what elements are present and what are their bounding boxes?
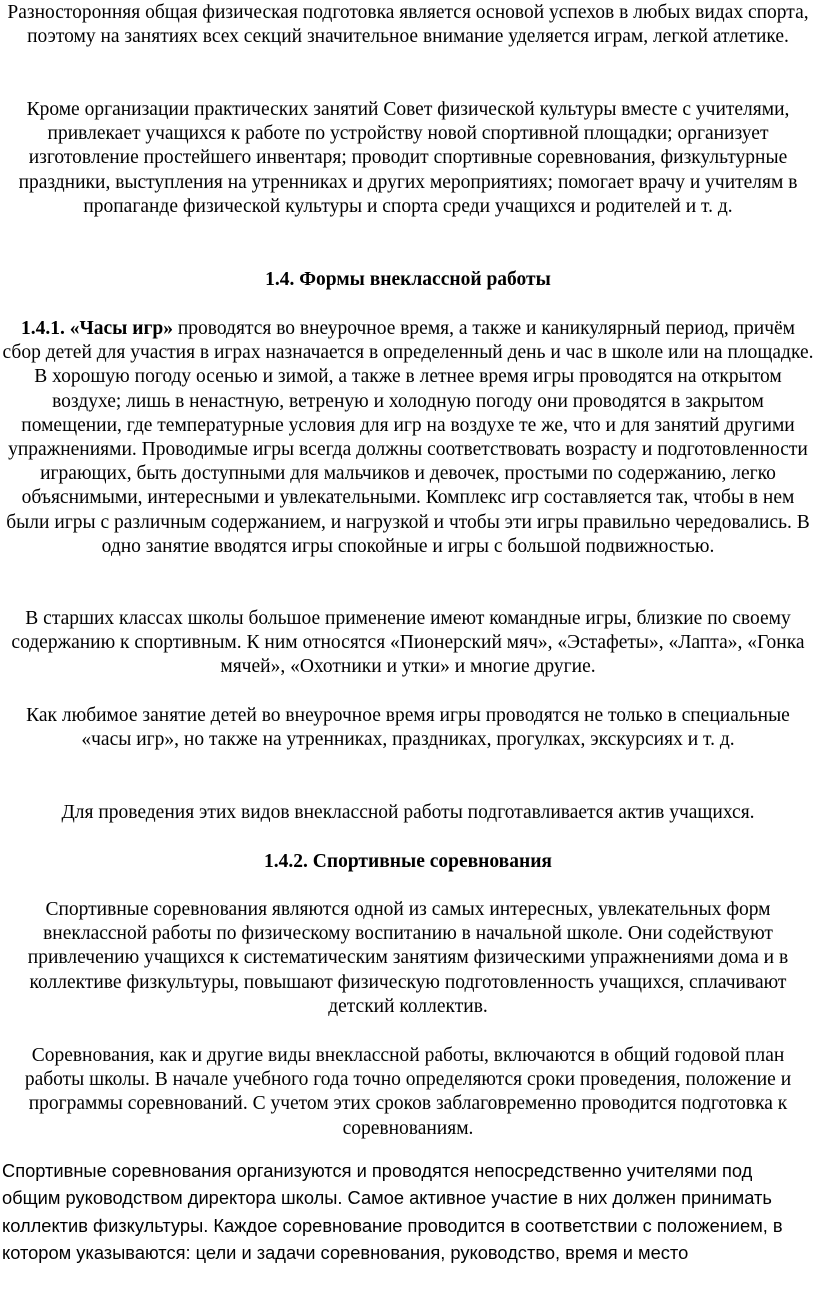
game-hours-text: проводятся во внеурочное время, а также и каникулярный период, причём сбор детей для участия в играх назначается в определенный день и час в школе или на площадке. В хорошую погоду осенью и зимой, а также в летнее время игры проводятся на открытом воздухе; лишь в ненастную, ветреную и холодную погоду они проводятся в закрытом помещении, где температурные условия для игр на воздухе те же, что и для занятий другими упражнениями. Проводимые игры всегда должны соответствовать возрасту и подготовленности играющих, быть доступными для мальчиков и девочек, простыми по содержанию, легко объяснимыми, интересными и увлекательными. Комплекс игр составляется так, чтобы в нем были игры с различным содержанием, и нагрузкой и чтобы эти игры правильно чередовались. В одно занятие вводятся игры спокойные и игры с большой подвижностью. bbox=[2, 318, 814, 557]
paragraph-general-training: Разносторонняя общая физическая подготовка является основой успехов в любых видах спорта, поэтому на занятиях всех секций значительное внимание уделяется играм, легкой атлетике. bbox=[7, 2, 809, 48]
heading-forms-of-extracurricular-work: 1.4. Формы внеклассной работы bbox=[265, 269, 551, 290]
paragraph-physical-culture-council: Кроме организации практических занятий Совет физической культуры вместе с учителями, привлекает учащихся к работе по устройству новой спортивной площадки; организует изготовление простейшего инвентаря; проводит спортивные соревнования, физкультурные праздники, выступления на утренниках и других мероприятиях; помогает врачу и учителям в пропаганде физической культуры и спорта среди учащихся и родителей и т. д. bbox=[18, 99, 798, 217]
paragraph-organization: Спортивные соревнования организуются и проводятся непосредственно учителями под общим руководством директора школы. Самое активное участие в них должен принимать коллектив физкультуры. Каждое соревнование проводится в соответствии с положением, в котором указываются: цели и задачи соревнования, руководство, время и место bbox=[2, 1160, 783, 1264]
paragraph-student-activists: Для проведения этих видов внеклассной работы подготавливается актив учащихся. bbox=[61, 802, 755, 823]
paragraph-game-hours bbox=[2, 317, 814, 559]
paragraph-favorite-activity: Как любимое занятие детей во внеурочное время игры проводятся не только в специальные «часы игр», но также на утренниках, праздниках, прогулках, экскурсиях и т. д. bbox=[26, 705, 790, 751]
game-hours-lead: 1.4.1. «Часы игр» bbox=[20, 318, 173, 339]
paragraph-senior-classes: В старших классах школы большое применение имеют командные игры, близкие по своему содержанию к спортивным. К ним относятся «Пионерский мяч», «Эстафеты», «Лапта», «Гонка мячей», «Охотники и утки» и многие другие. bbox=[11, 608, 805, 678]
heading-sports-competitions: 1.4.2. Спортивные соревнования bbox=[264, 851, 552, 872]
paragraph-competitions-intro: Спортивные соревнования являются одной из самых интересных, увлекательных форм внеклассной работы по физическому воспитанию в начальной школе. Они содействуют привлечению учащихся к систематическим занятиям физическими упражнениями дома и в коллективе физкультуры, повышают физическую подготовленность учащихся, сплачивают детский коллектив. bbox=[27, 899, 789, 1017]
paragraph-annual-plan: Соревнования, как и другие виды внеклассной работы, включаются в общий годовой план работы школы. В начале учебного года точно определяются сроки проведения, положение и программы соревнований. С учетом этих сроков заблаговременно проводится подготовка к соревнованиям. bbox=[24, 1045, 792, 1139]
